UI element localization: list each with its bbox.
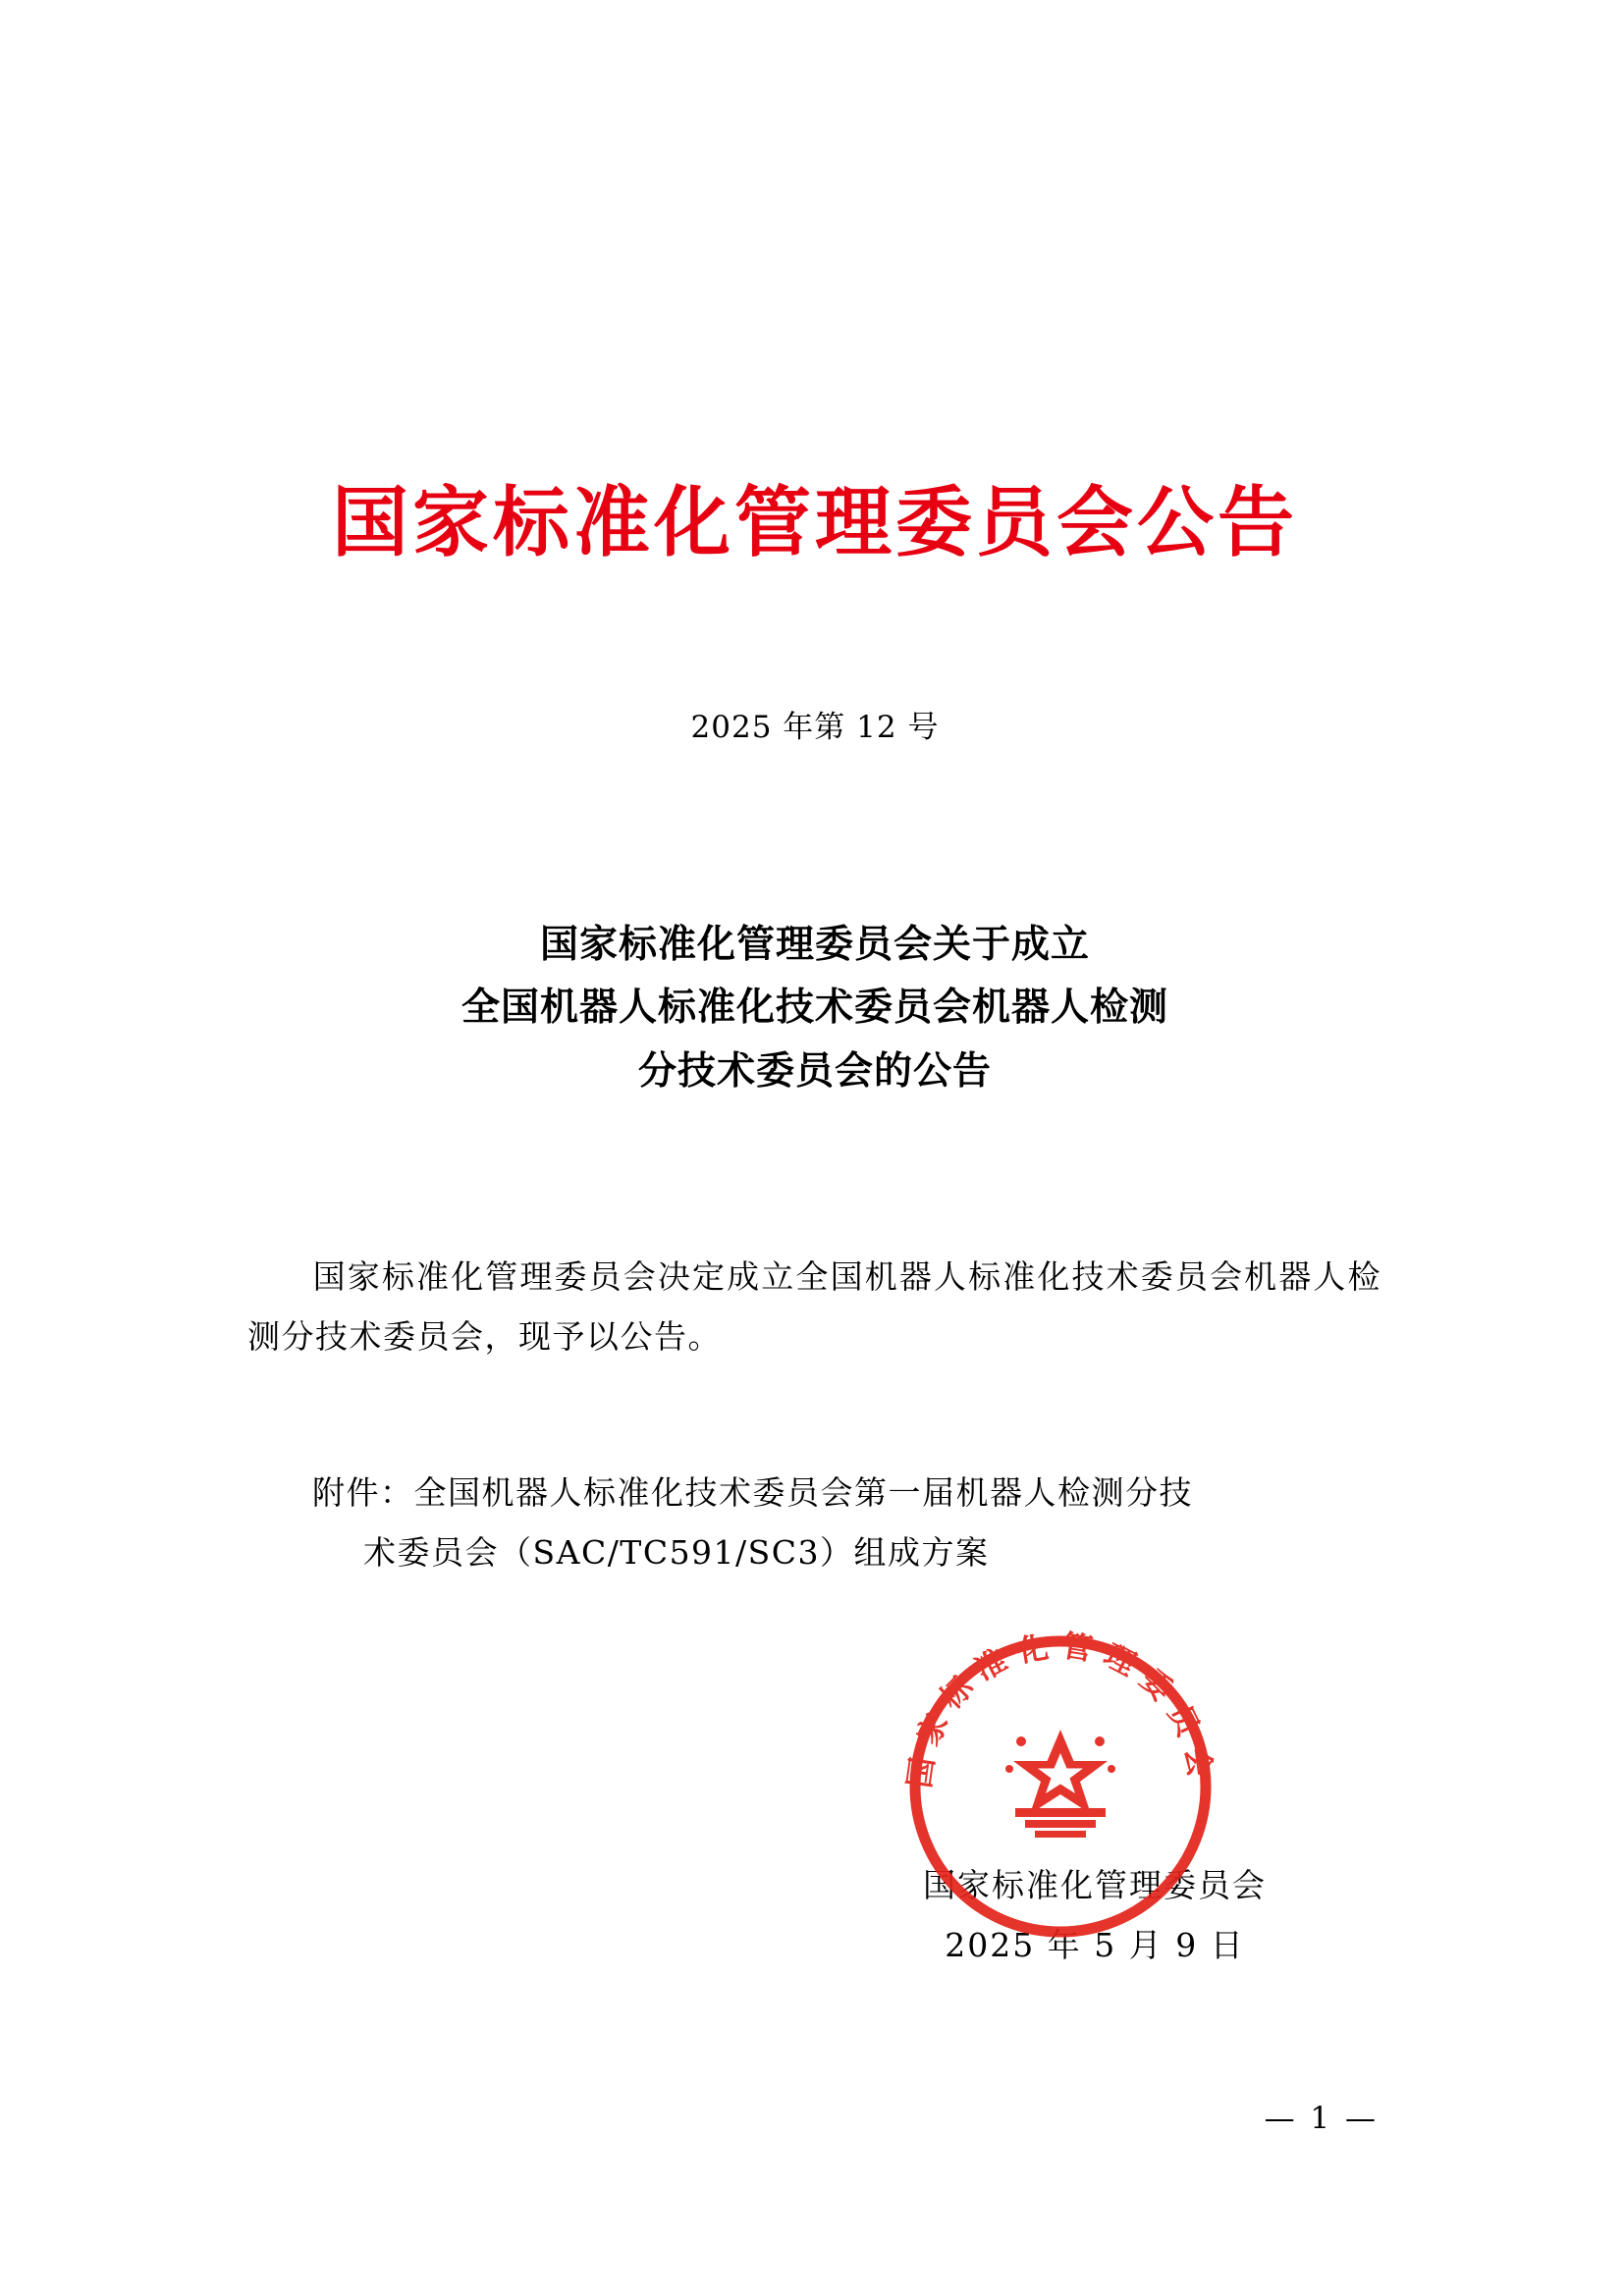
document-title-line-2: 全国机器人标准化技术委员会机器人检测 [460,985,1168,1031]
document-title [206,913,1424,1102]
signer-name: 国家标准化管理委员会 [923,1866,1267,1904]
document-title-line-3: 分技术委员会的公告 [637,1047,992,1094]
body-paragraph [247,1247,1381,1366]
issue-number: 2025 年第 12 号 [690,710,940,745]
sign-date: 2025 年 5 月 9 日 [945,1926,1245,1965]
attachment-note-line-1: 附件：全国机器人标准化技术委员会第一届机器人检测分技 [312,1473,1193,1512]
signature-block [864,1855,1326,1975]
attachment-note [247,1463,1381,1582]
body-paragraph-text: 国家标准化管理委员会决定成立全国机器人标准化技术委员会机器人检测分技术委员会，现予以公告。 [247,1257,1381,1357]
document-title-line-1: 国家标准化管理委员会关于成立 [539,922,1090,967]
masthead-title: 国家标准化管理委员会公告 [331,478,1298,567]
page-content [206,0,1424,2296]
svg-text:国家标准化管理委员会: 国家标准化管理委员会 [901,1628,1219,1790]
attachment-note-line-2: 术委员会（SAC/TC591/SC3）组成方案 [363,1533,990,1573]
page-number: — 1 — [1264,2101,1379,2136]
